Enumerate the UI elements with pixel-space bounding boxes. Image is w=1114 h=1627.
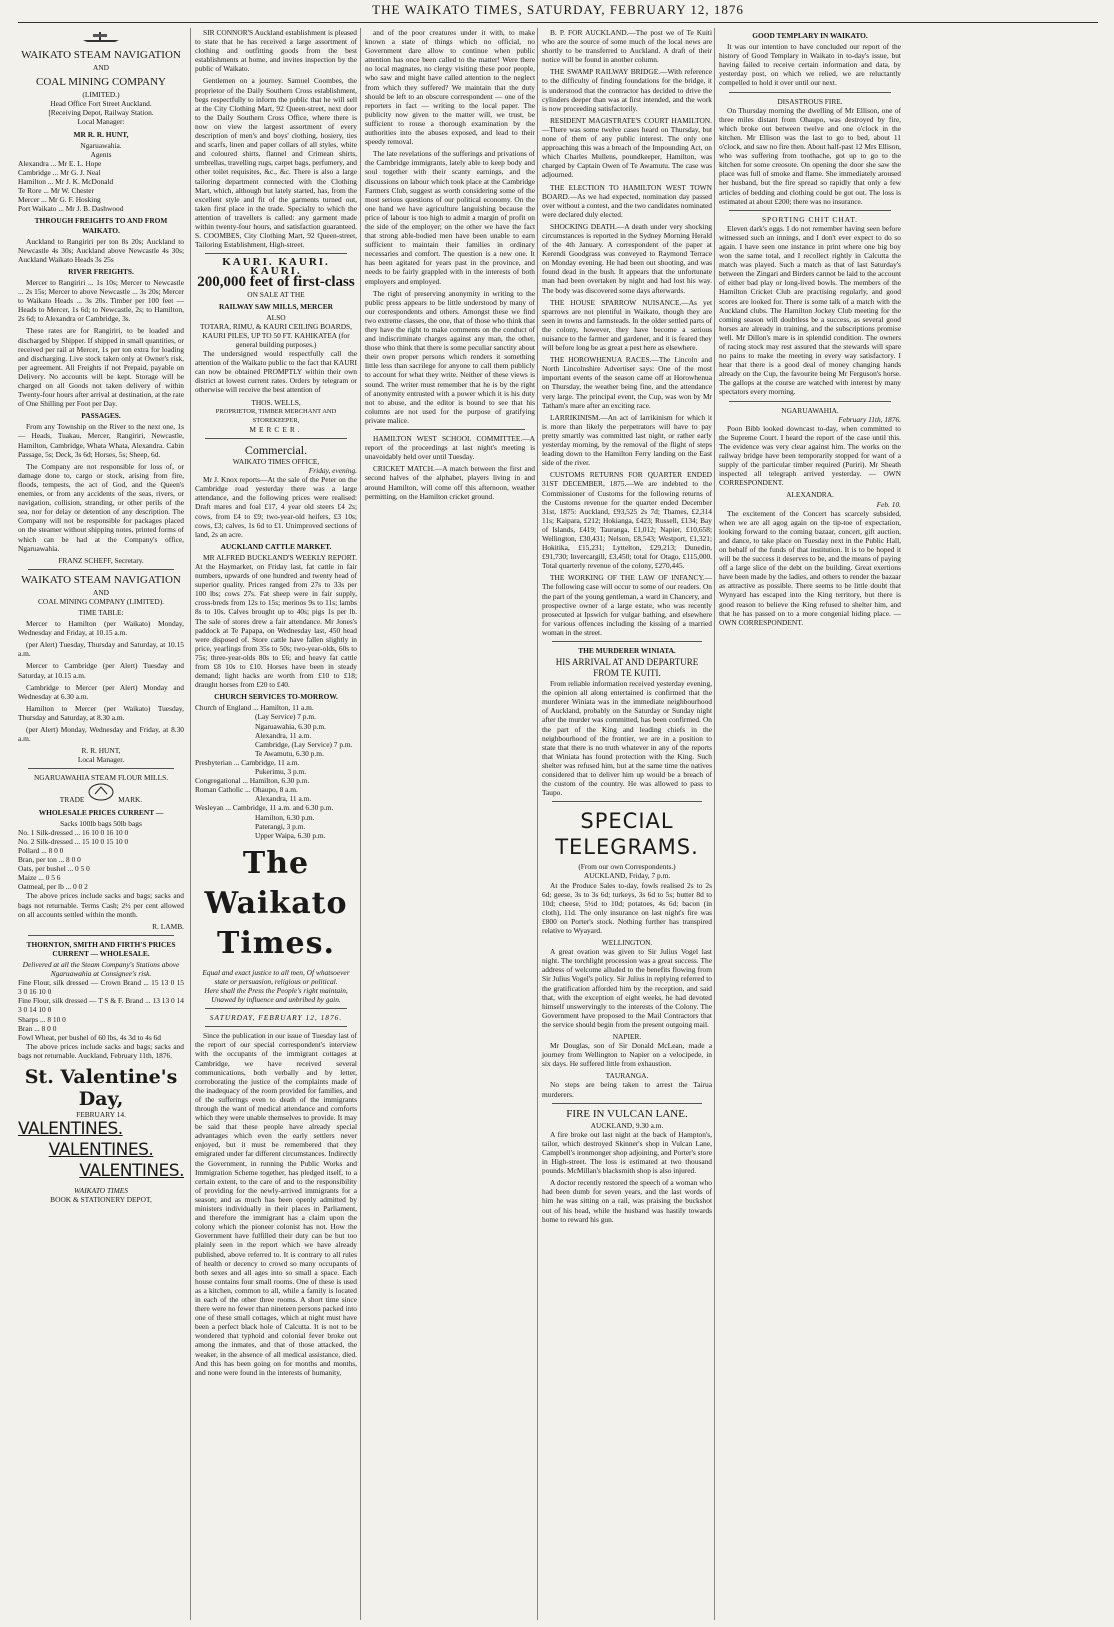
lodge-title: GOOD TEMPLARY IN WAIKATO. (752, 31, 868, 40)
divider (205, 438, 347, 439)
special-telegrams-sub: (From our own Correspondents.) (578, 862, 676, 872)
editorial: Since the publication in our issue of Tuesday last of the report of our special correspondent's interview with the occupants of the immigrant cottages at Cambridge, we have received several communications, both verbally and by letter, corroborating the justice of the complaints made of the inadequacy of the room provided for families, and of the sufferings even to death of the immigrants through the want of medical attendance and comforts which they were unable themselves to provide. It may be said that these people have already special advantages which even the early settlers never enjoyed, but it must be remembered that they emigrated under far different circumstances. Indirectly the Government, in running the Public Works and Immigration Scheme together, has pledged itself, to a certain extent, to the care of and to the responsibility of providing for the newly-arrived immigrants for a season; and as much has been openly admitted by ministers individually in their places in Parliament, and therefore the immigrant has a claim upon the colony which the pioneer colonist has not. How the Government have fulfilled their duty can be but too plainly seen in the report which we have already published, above referred to. It is contrary to all rules of health or decency to crowd so many occupants of both sexes and all ages into so small a space. Each house contains four small rooms. One of these is used as a kitchen, common to all, while a family is located in each of the other three rooms. A short time since there were no fewer than nineteen persons packed into one of these small cottages, which at night must have been a perfect black hole of Calcutta. It is not to be wondered that typhoid and colonial fever broke out among the inmates, and that of those attacked, the weaker, in the absence of all medical assistance, died. And this has been going on for months and months, and none were found in the interests of humanity, (195, 1031, 357, 1377)
dateline: WELLINGTON. (601, 938, 653, 948)
and-label: AND (92, 63, 109, 73)
news-item: B. P. FOR AUCKLAND.—The post we of Te Kuiti who are the source of some much of the local news are shortly to be transferred to Auckland. A draft of their notice will be found in another column. (542, 28, 712, 65)
railway-saw-mills: RAILWAY SAW MILLS, MERCER (218, 301, 334, 311)
ship-icon (18, 31, 184, 45)
agent-line: Alexandra ... Mr E. L. Hope (18, 158, 102, 168)
valentine-date: FEBRUARY 14. (76, 1110, 126, 1119)
freights-title: THROUGH FREIGHTS TO AND FROM WAIKATO. (34, 216, 168, 235)
masthead: THE WAIKATO TIMES, SATURDAY, FEBRUARY 12, 1876 (372, 2, 744, 17)
thornton-row: Sharps ... 8 10 0 (18, 1014, 66, 1024)
murderer-subtitle: HIS ARRIVAL AT AND DEPARTURE FROM TE KUITI. (555, 657, 699, 679)
thornton-row: Fine Flour, silk dressed — T S & F. Brand ... 13 13 0 14 3 0 14 10 0 (18, 996, 184, 1015)
company-notice: The Company are not responsible for loss of, or damage done to, cargo or stock, arising from fire, floods, tempests, the act of God, and the Queen's enemies, or from any accidents of the seas, rivers, or navigation, collision, stranding, or other perils of the sea, nor for delay or detention of any description. The Company will not be responsible for packages placed on the steamer without shipping notes, printed forms of which can be had at the Company's office, Ngaruawahia. (18, 461, 184, 553)
church-row: Congregational ... Hamilton, 6.30 p.m. (195, 776, 310, 786)
coal-title: COAL MINING COMPANY (36, 76, 166, 89)
masthead-rule (18, 22, 1098, 23)
news-item: THE HOUSE SPARROW NUISANCE.—As yet sparrows are not plentiful in Waikato, though they are seen in towns and farmsteads. In the older settled parts of the colony, however, they have become a serious nuisance to the farmer and gardener, and it is feared they will before long be as great a pest here as elsewhere. (542, 297, 712, 353)
clothing-ad: Gentlemen on a journey. Samuel Coombes, the proprietor of the Daily Southern Cross establishment, begs respectfully to inform the public that he will sell at the City Clothing Mart, 92 Queen-street, next door to the Daily Southern Cross Office, where there is now on view the largest assortment of every description of men's and boys' clothing, hosiery, ties and scarfs, linen and paper collars of all styles, white and coloured shirts, flannel and Crimean shirts, umbrellas, travelling rugs, carpet bags, perfumery, and other toilet requisites, &c., &c. There is also a large tailoring department connected with the Clothing Mart, which, although but lately started, has, from the excellent style and fit of the garments turned out, taken first place in the trade. Specialty to which the attention of travellers is called: any garment made within twenty-four hours, and satisfaction guaranteed. S. COOMBES, City Clothing Mart, 92 Queen-street, Tailoring Establishment, High-street. (195, 76, 357, 250)
news-item: THE ELECTION TO HAMILTON WEST TOWN BOARD.—As we had expected, nomination day passed over without a contest, and the two candidates nominated were declared duly elected. (542, 182, 712, 219)
fire-title: DISASTROUS FIRE. (777, 96, 843, 106)
sporting-text: Eleven dark's eggs. I do not remember having seen before witnessed such an innings, and I don't ever expect to do so again. I have seen one instance in print where one big boy won the same total, and I recollect rightly in Calcutta the match was played. Such a match as that of last Saturday's between the Zingari and Birders cannot be laid to the account of either bad play or long-lived bowls. The members of the Hamilton Cricket Club are practising regularly, and good scores are looked for. There is some talk of a match with the Auckland clubs. The Hamilton Jockey Club meeting for the coming season will doubtless be a success, as several good horses are already in training, and the subscriptions promise well. Mr Dillon's mare is in splendid condition. The owners of racing stock may rest assured that the stewards will spare no pains to make the meeting in every way satisfactory. I hear that there is a good deal of money changing hands already on the Cup, the favourite being Mr Ferguson's horse. The gallops at the course are watched with interest by many spectators every morning. (719, 223, 901, 397)
divider (205, 1008, 347, 1009)
price-row: Pollard ... 8 0 0 (18, 845, 64, 855)
commercial-heading: Commercial. (244, 442, 308, 457)
kauri-heading: KAURI. KAURI. KAURI. (222, 256, 330, 278)
column-2 (190, 28, 357, 1620)
timetable-row: Mercer to Hamilton (per Waikato) Monday, Wednesday and Friday, at 10.15 a.m. (18, 619, 184, 638)
price-row: Oatmeal, per lb ... 0 0 2 (18, 882, 88, 892)
office-address: Head Office Fort Street Auckland. (50, 99, 152, 109)
trade-mark-left: TRADE (59, 795, 85, 805)
fire-text: On Thursday morning the dwelling of Mr Ellison, one of three miles distant from Ohaupo, was destroyed by fire, which broke out between twelve and one o'clock in the kitchen. Mr Ellison was the last to go to bed, about 11 o'clock, and saw no fire then. About half-past 12 Mrs Ellison, who was suffering from toothache, got up to go to the kitchen for some creosote. On opening the door she saw the place was full of smoke and flame. She immediately aroused her husband, but the fire spread so rapidly that only a few articles of bedding and clothing could be got out. The loss is estimated at about £200; there was no insurance. (719, 105, 901, 206)
commercial-text: Mr J. Knox reports—At the sale of the Peter on the Cambridge road yesterday there was a large attendance, and the following prices were realised: Draft mares and foal £17, 4 year old steers £4 2s; cows, from £4 to £9; two-year-old heifers, £3 10s; cows, £3; calves, 1s 6d to £1. Unimproved sections of land, 2s an acre. (195, 475, 357, 539)
thornton-sub: Delivered at all the Steam Company's Stations above Ngaruawahia at Consignee's risk. (22, 959, 180, 979)
and-label-2: AND (92, 587, 109, 597)
news-item: RESIDENT MAGISTRATE'S COURT HAMILTON.—There was some twelve cases heard on Thursday, but none of them of any public interest. The only one approaching this was a breach of the Impounding Act, on which Charles Mullens, poundkeeper, Hamilton, was charged by Captain Owen of Te Awamutu. The case was adjourned. (542, 115, 712, 180)
passages-title: PASSAGES. (81, 411, 121, 421)
newspaper-title: The Waikato Times. (204, 845, 348, 961)
fire-title: FIRE IN VULCAN LANE. (566, 1107, 688, 1120)
church-row: Wesleyan ... Cambridge, 11 a.m. and 6.30 p.m. (195, 803, 334, 813)
freights-table: Auckland to Rangiriri per ton 8s 20s; Auckland to Newcastle 4s 30s; Auckland above Newcastle 4s 30s; Auckland Waikato Heads 3s 25s (18, 236, 184, 264)
price-signature: R. LAMB. (152, 921, 184, 931)
kauri-text: The undersigned would respectfully call the attention of the Waikato public to the fact that KAURI can now be obtained PROMPTLY within their own district at lowest current rates. Orders by telegram or otherwise will receive the best attention of (195, 349, 357, 395)
church-row: (Lay Service) 7 p.m. (255, 712, 316, 722)
divider (28, 768, 174, 769)
agents-label: Agents (90, 149, 112, 159)
news-item: CUSTOMS RETURNS FOR QUARTER ENDED 31ST DECEMBER, 1875.—We are indebted to the Commissioner of Customs for the following returns of the Customs revenue for the quarter ended December 31st, 1875: Auckland, £93,525 2s 7d; Thames, £2,314 11s; Kaipara, £212; Hokianga, £423; Russell, £134; Bay of Islands, £419; Tauranga, £1,012; Napier, £10,658; Wellington, £30,431; Nelson, £8,543; Westport, £1,321; Hokitika, £15,231; Lyttelton, £29,213; Dunedin, £91,730; Invercargill, £3,450; total for Otago, £115,000. Total quarterly revenue of the colony, £270,445. (542, 470, 712, 571)
column-4 (537, 28, 712, 1620)
footer-title: WAIKATO TIMES (74, 1186, 128, 1196)
column-1 (18, 28, 184, 1620)
agent-line: Mercer ... Mr G. F. Hosking (18, 195, 101, 205)
price-row: No. 1 Silk-dressed ... 16 10 0 16 10 0 (18, 827, 129, 837)
motto: Equal and exact justice to all men, Of whatsoever state or persuasion, religious or political. (202, 967, 350, 986)
editorial-paragraph: The right of preserving anonymity in writing to the public press appears to be little understood by many of our correspondents and others. Amongst these we find two extreme classes, the one, that of those who think that they have the right to make comments on the conduct of and indiscriminate charges against any man, the other, those who think that there is some peculiar sanctity about their own proper persons which renders it something little less than sacrilege for anyone to call them publicly to account for what they write. Neither of these views is sound. The writer must remember that he is by the right of anonymity entrusted with a power which it is his duty not to abuse, and the editor is bound to see that his columns are not used for the purpose of gratifying private malice. (365, 288, 535, 425)
fire-text: A fire broke out last night at the back of Hampton's, tailor, which destroyed Skinner's shop in Vulcan Lane, Campbell's ironmonger shop adjoining, and Porter's store in High-street. The loss is estimated at two thousand pounds. McMillan's blacksmith shop is also injured. (542, 1129, 712, 1176)
dateline: TAURANGA. (605, 1071, 649, 1081)
times-office-date: Friday, evening. (308, 466, 357, 476)
divider (729, 210, 891, 211)
dateline: NAPIER. (612, 1032, 642, 1041)
ngaruawahia-title: NGARUAWAHIA. (781, 405, 839, 415)
price-row: Oats, per bushel ... 0 5 0 (18, 864, 90, 874)
telegram-text: No steps are being taken to arrest the Tairua murderers. (542, 1080, 712, 1099)
dateline: AUCKLAND, Friday, 7 p.m. (583, 871, 671, 881)
wholesale-sub: Sacks 100lb bags 50lb bags (60, 818, 142, 828)
divider (729, 401, 891, 402)
divider (375, 429, 525, 430)
church-row: Te Awamutu, 6.30 p.m. (255, 748, 324, 758)
church-row: Presbyterian ... Cambridge, 11 a.m. (195, 757, 300, 767)
editorial-paragraph: The late revelations of the sufferings and privations of the Cambridge immigrants, lately able to keep body and soul together with their scanty earnings, and the discussions on labour which took place at the Cambridge Farmers Club, suggest as worth considering some of the most serious questions of our political economy. On the one hand we have agriculture languishing because the price of labour is too high to admit a margin of profit on the side of the employer; on the other we have the fact that strong able-bodied men have been unable to earn sufficient to maintain their families in ordinary necessaries and comfort. The question is a new one. It has been agitated for years past in the province, and needs to be fairly grappled with in the interests of both employers and employed. (365, 149, 535, 286)
agent-line: Te Rore ... Mr W. Chester (18, 186, 95, 196)
telegram-text: At the Produce Sales to-day, fowls realised 2s to 2s 6d; geese, 3s to 3s 6d; turkeys, 3s 6d to 5s; butter 8d to 10d; cheese, 5½d to 10d; potatoes, 4s 6d; bacon (in cloth), 11d. The only insurance on last night's fire was £800 on Porter's stock. Nothing further has transpired relative to Wyayard. (542, 880, 712, 935)
price-note: The above prices include sacks and bags; sacks and bags not returnable. Terms Cash; 2½ per cent allowed on all accounts settled within the month. (18, 891, 184, 919)
news-item: HAMILTON WEST SCHOOL COMMITTEE.—A report of the proceedings at last night's meeting is unavoidably held over until Tuesday. (365, 434, 535, 462)
timetable-title: TIME TABLE: (78, 607, 124, 617)
agent-line: Hamilton ... Mr J. K. McDonald (18, 177, 114, 187)
lodge-text: It was our intention to have concluded our report of the history of Good Templary in Waikato in to-day's issue, but having failed to receive certain information and data, by yesterday post, on which we relied, we are reluctantly compelled to hold it over until our next. (719, 42, 901, 88)
news-item: THE WORKING OF THE LAW OF INFANCY.—The following case will occur to some of our readers. On the part of the young gentleman, a ward in Chancery, and prospective owner of a large estate, who was recently prosecuted at Ipswich for vulgar bathing, and elsewhere for various offences including the kissing of a married woman in the street. (542, 573, 712, 637)
st-valentine-heading: St. Valentine's Day, (24, 1066, 178, 1110)
manager-label: Local Manager: (77, 117, 125, 127)
church-row: Upper Waipa, 6.30 p.m. (255, 830, 326, 840)
alexandra-title: ALEXANDRA. (786, 490, 834, 500)
footer-sub: BOOK & STATIONERY DEPOT, (50, 1195, 152, 1205)
church-row: Cambridge, (Lay Service) 7 p.m. (255, 739, 353, 749)
column-3 (360, 28, 535, 1620)
special-telegrams-title: SPECIAL TELEGRAMS. (555, 809, 699, 860)
freight-notes: These rates are for Rangiriri, to be loaded and discharged by Shipper. If shipped in small quantities, or received per rail at Mercer, 1s per ton extra for loading and discharging. Live stock taken only at Owner's risk, per agreement. All Freights if not Prepaid, payable on Delivery. No accounts will be kept. Storage will be charged on all Goods not taken delivery of within Twenty-four hours after arrival at destination, at the rate of One Shilling per Foot per Day. (18, 326, 184, 409)
timetable-row: (per Alert) Monday, Wednesday and Friday, at 8.30 a.m. (18, 725, 184, 744)
valentines-banner: VALENTINES. (48, 1140, 154, 1161)
thornton-note: The above prices include sacks and bags; sacks and bags not returnable. Auckland, February 11th, 1876. (18, 1041, 184, 1060)
timetable-signature-sub: Local Manager. (77, 755, 125, 765)
church-services-title: CHURCH SERVICES TO-MORROW. (214, 692, 338, 702)
divider (205, 253, 347, 254)
church-row: Alexandra, 11 a.m. (255, 730, 312, 740)
news-item: THE SWAMP RAILWAY BRIDGE.—With reference to the difficulty of finding foundations for the bridge, it is understood that the contractor has decided to drive the cylinders deeper than was at first intended, and the work is now proceeding satisfactorily. (542, 67, 712, 113)
steam-nav-title: WAIKATO STEAM NAVIGATION (21, 49, 181, 62)
steam-nav-title-2: WAIKATO STEAM NAVIGATION (21, 573, 181, 586)
river-freights: Mercer to Rangiriri ... 1s 10s; Mercer to Newcastle ... 2s 15s; Mercer to above Newcastle ... 3s 20s; Mercer to Waikato Heads ... 3s 20s. Timber per 100 feet — Heads to Mercer, 1s 6d; to Newcastle, 2s; to Hamilton, 2s 6d; to Alexandra or Cambridge, 3s. (18, 277, 184, 324)
dateline: Feb. 10. (876, 499, 901, 509)
thornton-row: Bran ... 8 0 0 (18, 1023, 57, 1033)
alexandra-text: The excitement of the Concert has scarcely subsided, when we are all agog again on the tip-toe of expectation, looking forward to the coming bazaar, concert, gift auction, and dance, to take place on Tuesday next in the Public Hall, on behalf of the funds of that institution. It is to be hoped it will be the success it deserves to be, and the means of paying off a large slice of the debt on the building. Great exertions have been made by the ladies, and others to render the bazaar as attractive as possible. There seems to be little doubt that Wynyard has escaped into the King territory, but there is good reason to believe the King refused to shelter him, and that he has passed on to a more congenial hiding place. — OWN CORRESPONDENT. (719, 508, 901, 627)
murderer-title: THE MURDERER WINIATA. (578, 646, 676, 655)
proprietor-sub: PROPRIETOR, TIMBER MERCHANT AND STOREKEEPER, (215, 407, 337, 424)
editorial-continued: and of the poor creatures under it with, to make known a state of things which no official, no Government dare allow to continue when public attention has once been called to the matter! Were there no local magnates, no clergy visiting these poor people, who saw and might have called attention to the neglect from which they suffered? We maintain that the duty should be left to an obscure correspondent — one of the reporters in fact — writing to the local paper. The publicity now given to the matter will, we trust, be sufficient to rouse a thorough examination by the authorities into the abuses exposed, and lead to their speedy removal. (365, 28, 535, 147)
column-5 (714, 28, 901, 1620)
timber-list: TOTARA, RIMU, & KAURI CEILING BOARDS, KAURI PILES, UP TO 50 FT. KAHIKATEA (for general building purposes.) (199, 321, 352, 349)
news-item: A doctor recently restored the speech of a woman who had been dumb for seven years, and the last words of him he was sitting on a rail, was praising the buckshot out of his head, while the husband was hastily towards home to reward his gun. (542, 1178, 712, 1224)
also-label: ALSO (266, 312, 286, 322)
news-item: CRICKET MATCH.—A match between the first and second halves of the alphabet, players living in and around Hamilton, will come off this afternoon, weather permitting, on the Hamilton cricket ground. (365, 464, 535, 501)
ngaruawahia-text: Poon Bibb looked downcast to-day, when committed to the Supreme Court. I heard the report of the case until this. The evidence was very clear against him. The works on the railway bridge have been temporarily stopped for want of a supply of the particular timber required (Puriri). Mr Sheath inspected all telegraph arrived yesterday. — OWN CORRESPONDENT. (719, 423, 901, 488)
divider (552, 801, 702, 802)
receiving-depot: [Receiving Depot, Railway Station. (48, 108, 154, 118)
divider (28, 569, 174, 570)
news-item: LARRIKINISM.—An act of larrikinism for which it is more than likely the perpetrators will have to pay pretty smartly was committed last night, or rather early yesterday morning, by the removal of the flight of steps leading down to the Hamilton Ferry landing on the East side of the river. (542, 412, 712, 468)
church-row: Roman Catholic ... Ohaupo, 8 a.m. (195, 785, 298, 795)
timetable-row: Cambridge to Mercer (per Alert) Monday and Wednesday at 6.30 a.m. (18, 682, 184, 701)
kauri-amount: 200,000 feet of first-class (197, 274, 355, 291)
telegram-text: A great ovation was given to Sir Julius Vogel last night. The torchlight procession was a great success. The address of welcome alluded to the benefits flowing from Sir Julius Vogel's policy. Sir Julius in replying referred to the gratification afforded him by the reception, and said that, with the exception of eight weeks, he had devoted himself unswervingly to the interests of the Colony. The Government have proposed to the Mail Contractors that the service should begin from the present outgoing mail. (542, 947, 712, 1029)
timetable-signature: R. R. HUNT, (81, 746, 121, 756)
dateline: AUCKLAND, 9.30 a.m. (590, 1120, 664, 1130)
church-row: Paterangi, 3 p.m. (255, 821, 306, 831)
church-row: Church of England ... Hamilton, 11 a.m. (195, 703, 314, 713)
wholesale-title: WHOLESALE PRICES CURRENT — (38, 807, 164, 817)
divider (729, 92, 891, 93)
timetable-row: Mercer to Cambridge (per Alert) Tuesday and Saturday, at 10.15 a.m. (18, 661, 184, 680)
sir-connor-ad: SIR CONNOR'S Auckland establishment is pleased to state that he has received a large assortment of clothing and outfitting goods from the best establishments at home, and invites inspection by the public of Waikato. (195, 28, 357, 74)
divider (552, 641, 702, 642)
divider (552, 1103, 702, 1104)
date-line: SATURDAY, FEBRUARY 12, 1876. (209, 1013, 343, 1023)
news-item: SHOCKING DEATH.—A death under very shocking circumstances is reported in the Sydney Morning Herald of the 4th January. A correspondent of the paper at Kerendi Goodgrass was conveyed to Raymond Terrace on Monday evening. He had been out shooting, and was found dead in the bush. It appears that the unfortunate man had been overtaken by night and had lost his way. The body was discovered some days afterwards. (542, 221, 712, 295)
dateline: February 11th, 1876. (838, 414, 901, 424)
thornton-row: Fine Flour, silk dressed — Crown Brand ... 15 13 0 15 3 0 16 10 0 (18, 978, 184, 997)
coal-title-2: COAL MINING COMPANY (LIMITED). (37, 596, 165, 606)
news-item: THE HOROWHENUA RACES.—The Lincoln and North Lincolnshire Advertiser says: One of the most important events of the season came off at Horowhenua on Thursday, the weather being fine, and the attendance very large. The principal event, the Cup, was won by Mr Tatham's mare after an exciting race. (542, 355, 712, 410)
thornton-row: Fowl Wheat, per bushel of 60 lbs, 4s 3d to 4s 6d (18, 1032, 161, 1042)
mercer-label: MERCER. (249, 424, 303, 434)
river-freights-title: RIVER FREIGHTS. (68, 266, 134, 276)
telegram-text: Mr Douglas, son of Sir Donald McLean, made a journey from Wellington to Napier on a velocipede, in six days. He suffered little from exhaustion. (542, 1041, 712, 1069)
limited-label: (LIMITED.) (82, 90, 120, 100)
church-row: Hamilton, 6.30 p.m. (255, 812, 315, 822)
murderer-text: From reliable information received yesterday evening, the opinion all along entertained is confirmed that the murderer Winiata was in the immediate neighbourhood of Auckland, probably on the Saturday or Sunday night after the murder was committed, has been confirmed. On the part of the King and leading chiefs in the neighbourhood of the frontier, we are in a position to state that there is no truth whatever in any of the reports that Winiata has found protection with the King. Such shelter was refused him, but at the same time the natives considered that to deliver him up would be a breach of the custom of the country. He was allowed to pass to Taupo. (542, 679, 712, 798)
timetable-row: Hamilton to Mercer (per Waikato) Tuesday, Thursday and Saturday, at 8.30 a.m. (18, 703, 184, 722)
timetable-row: (per Alert) Tuesday, Thursday and Saturday, at 10.15 a.m. (18, 640, 184, 659)
proprietor-name: THOS. WELLS, (251, 397, 301, 407)
church-row: Pukerimu, 3 p.m. (255, 767, 307, 777)
times-office: WAIKATO TIMES OFFICE, (232, 456, 320, 466)
divider (205, 1026, 347, 1027)
manager-name: MR R. R. HUNT, (73, 129, 129, 139)
cattle-market-text: MR ALFRED BUCKLAND'S WEEKLY REPORT. At the Haymarket, on Friday last, fat cattle in fair numbers, upwards of one hundred and twenty head of superior quality. Prices ranged from 27s to 33s per 100 lbs; cows 27s. Fat sheep were in fair supply, cross-breds from 12s to 15s; merinos 9s to 11s; lambs 8s to 10s. Calves brought up to 40s; pigs 1s per lb. The sale of stores drew a fair attendance. Mr Jones's paddock at Te Papapa, on Wednesday last, 450 head were disposed of. Store cattle have fallen slightly in price, yearlings from 35s to 50s; two-year-olds, 60s to 75s; three-year-olds 80s to £6; and heavy fat cattle from £8 10s to £10. Horses have been in steady demand; light hacks are worth from £10 to £18; draught horses from £20 to £40. (195, 552, 357, 690)
price-row: Bran, per ton ... 8 0 0 (18, 855, 81, 865)
valentines-banner: VALENTINES. (18, 1119, 123, 1140)
cattle-market-title: AUCKLAND CATTLE MARKET. (220, 541, 332, 551)
trade-mark-right: MARK. (118, 795, 143, 805)
motto-2: Here shall the Press the People's right maintain, Unawed by influence and unbribed by gain. (204, 985, 348, 1005)
flour-mills-title: NGARUAWAHIA STEAM FLOUR MILLS. (33, 773, 169, 783)
manager-location: Ngaruawahia. (80, 140, 122, 150)
valentines-banner: VALENTINES. (79, 1161, 184, 1182)
divider (28, 935, 174, 936)
trade-mark-icon (86, 782, 116, 802)
kauri-sale: ON SALE AT THE (247, 289, 305, 299)
sporting-title: SPORTING CHIT CHAT. (761, 214, 859, 224)
church-row: Ngaruawahia, 6.30 p.m. (255, 721, 327, 731)
agent-line: Port Waikato ... Mr J. B. Dashwood (18, 204, 124, 214)
price-row: Maize ... 0 5 6 (18, 873, 61, 883)
price-row: No. 2 Silk-dressed ... 15 10 0 15 10 0 (18, 836, 129, 846)
agent-line: Cambridge ... Mr G. J. Neal (18, 167, 101, 177)
secretary-signature: FRANZ SCHEFF, Secretary. (58, 555, 144, 565)
passages-text: From any Township on the River to the next one, 1s — Heads, Tuakau, Mercer, Rangiriri, Newcastle, Hamilton, Cambridge, Whata Whata, Alexandra. Cabin Passage, 5s; Deck, 3s 6d; Horses, 5s; Sheep, 6d. (18, 422, 184, 459)
thornton-title: THORNTON, SMITH AND FIRTH'S PRICES CURRENT — WHOLESALE. (26, 939, 176, 958)
trade-mark (18, 782, 184, 804)
church-row: Alexandra, 11 a.m. (255, 794, 312, 804)
